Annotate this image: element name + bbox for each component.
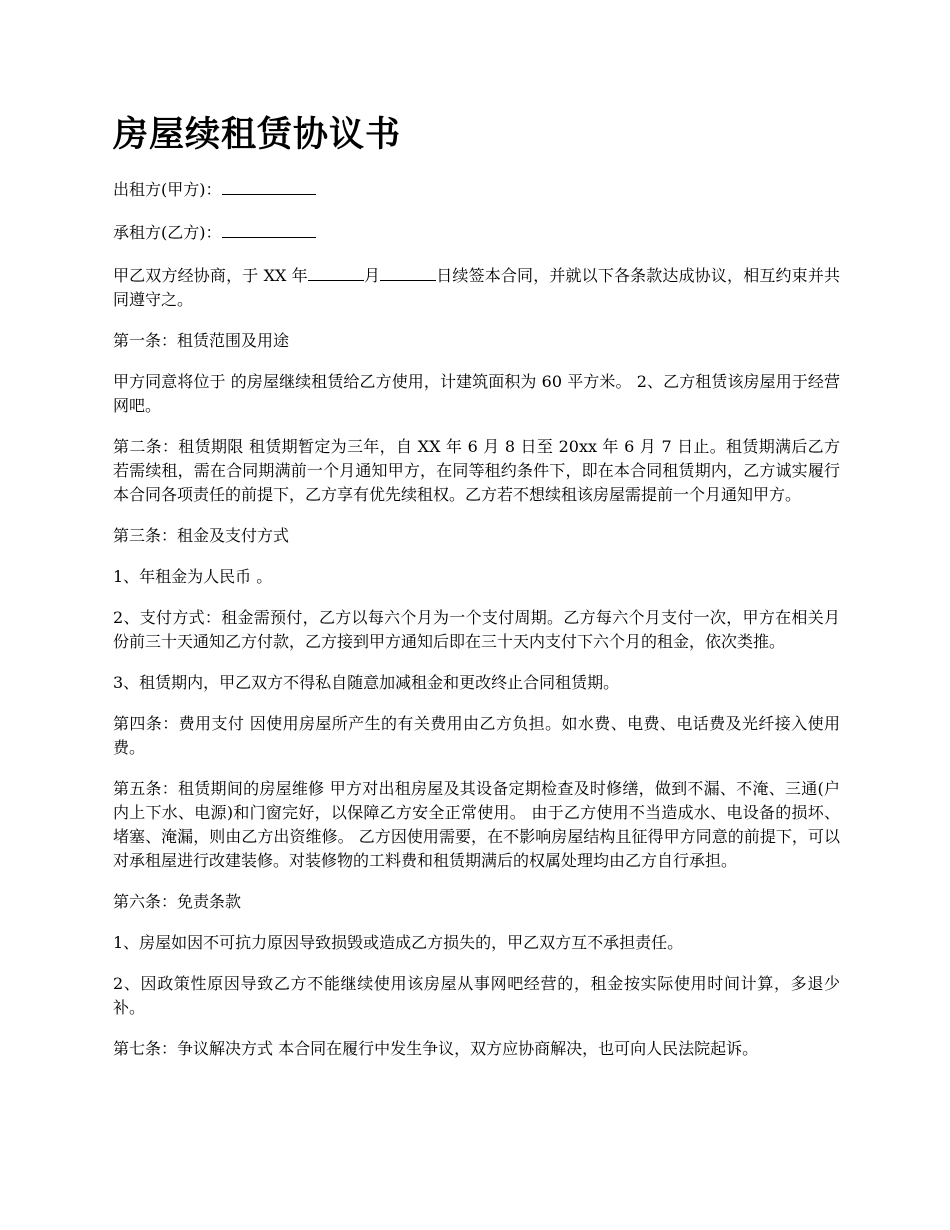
article-4-body: 第四条：费用支付 因使用房屋所产生的有关费用由乙方负担。如水费、电费、电话费及光纤接入使用费。	[113, 714, 840, 757]
article-1-body: 甲方同意将位于 的房屋继续租赁给乙方使用，计建筑面积为 60 平方米。 2、乙方租赁该房屋用于经营网吧。	[113, 372, 840, 415]
day-blank	[380, 262, 436, 281]
article-7-body: 第七条：争议解决方式 本合同在履行中发生争议，双方应协商解决，也可向人民法院起诉。	[113, 1039, 759, 1058]
article-3-item-1: 1、年租金为人民币 。	[113, 567, 273, 586]
article-3-item-3: 3、租赁期内，甲乙双方不得私自随意加减租金和更改终止合同租赁期。	[113, 673, 620, 692]
article-6-item-1: 1、房屋如因不可抗力原因导致损毁或造成乙方损失的，甲乙双方互不承担责任。	[113, 933, 684, 952]
month-blank	[308, 262, 364, 281]
article-6-item-2: 2、因政策性原因导致乙方不能继续使用该房屋从事网吧经营的，租金按实际使用时间计算，多退少补。	[113, 974, 840, 1017]
document-title: 房屋续租赁协议书	[113, 114, 402, 155]
intro-paragraph	[113, 262, 840, 312]
intro-text-a: 甲乙双方经协商，于 XX 年	[113, 266, 308, 285]
article-1-heading: 第一条：租赁范围及用途	[113, 331, 290, 350]
intro-text-c: 日续签本合同，并就以下各条款达成协议，相互约束并共同遵守之。	[113, 266, 840, 309]
lessee-label: 承租方(乙方)：	[113, 223, 222, 242]
article-3-heading: 第三条：租金及支付方式	[113, 526, 290, 545]
lessor-line	[113, 176, 840, 202]
article-5-body: 第五条：租赁期间的房屋维修 甲方对出租房屋及其设备定期检查及时修缮，做到不漏、不淹、三通(户内上下水、电源)和门窗完好，以保障乙方安全正常使用。 由于乙方使用不当造成水、电设备的损坏、堵塞、淹漏，则由乙方出资维修。 乙方因使用需要，在不影响房屋结构且征得甲方同意的前提下，可以对承租屋进行改建装修。对装修物的工料费和租赁期满后的权属处理均由乙方自行承担。	[113, 779, 840, 870]
document-page	[113, 110, 840, 1078]
lessee-line	[113, 219, 840, 245]
lessor-blank	[222, 176, 316, 195]
lessor-label: 出租方(甲方)：	[113, 180, 222, 199]
lessee-blank	[222, 219, 316, 238]
intro-text-b: 月	[363, 266, 381, 285]
article-6-heading: 第六条：免责条款	[113, 892, 242, 911]
article-3-item-2: 2、支付方式：租金需预付，乙方以每六个月为一个支付周期。乙方每六个月支付一次，甲方在相关月份前三十天通知乙方付款，乙方接到甲方通知后即在三十天内支付下六个月的租金，依次类推。	[113, 608, 840, 651]
article-2-body: 第二条：租赁期限 租赁期暂定为三年，自 XX 年 6 月 8 日至 20xx 年 6 月 7 日止。租赁期满后乙方若需续租，需在合同期满前一个月通知甲方，在同等租约条件下，即在本合同租赁期内，乙方诚实履行本合同各项责任的前提下，乙方享有优先续租权。乙方若不想续租该房屋需提前一个月通知甲方。	[113, 437, 840, 504]
